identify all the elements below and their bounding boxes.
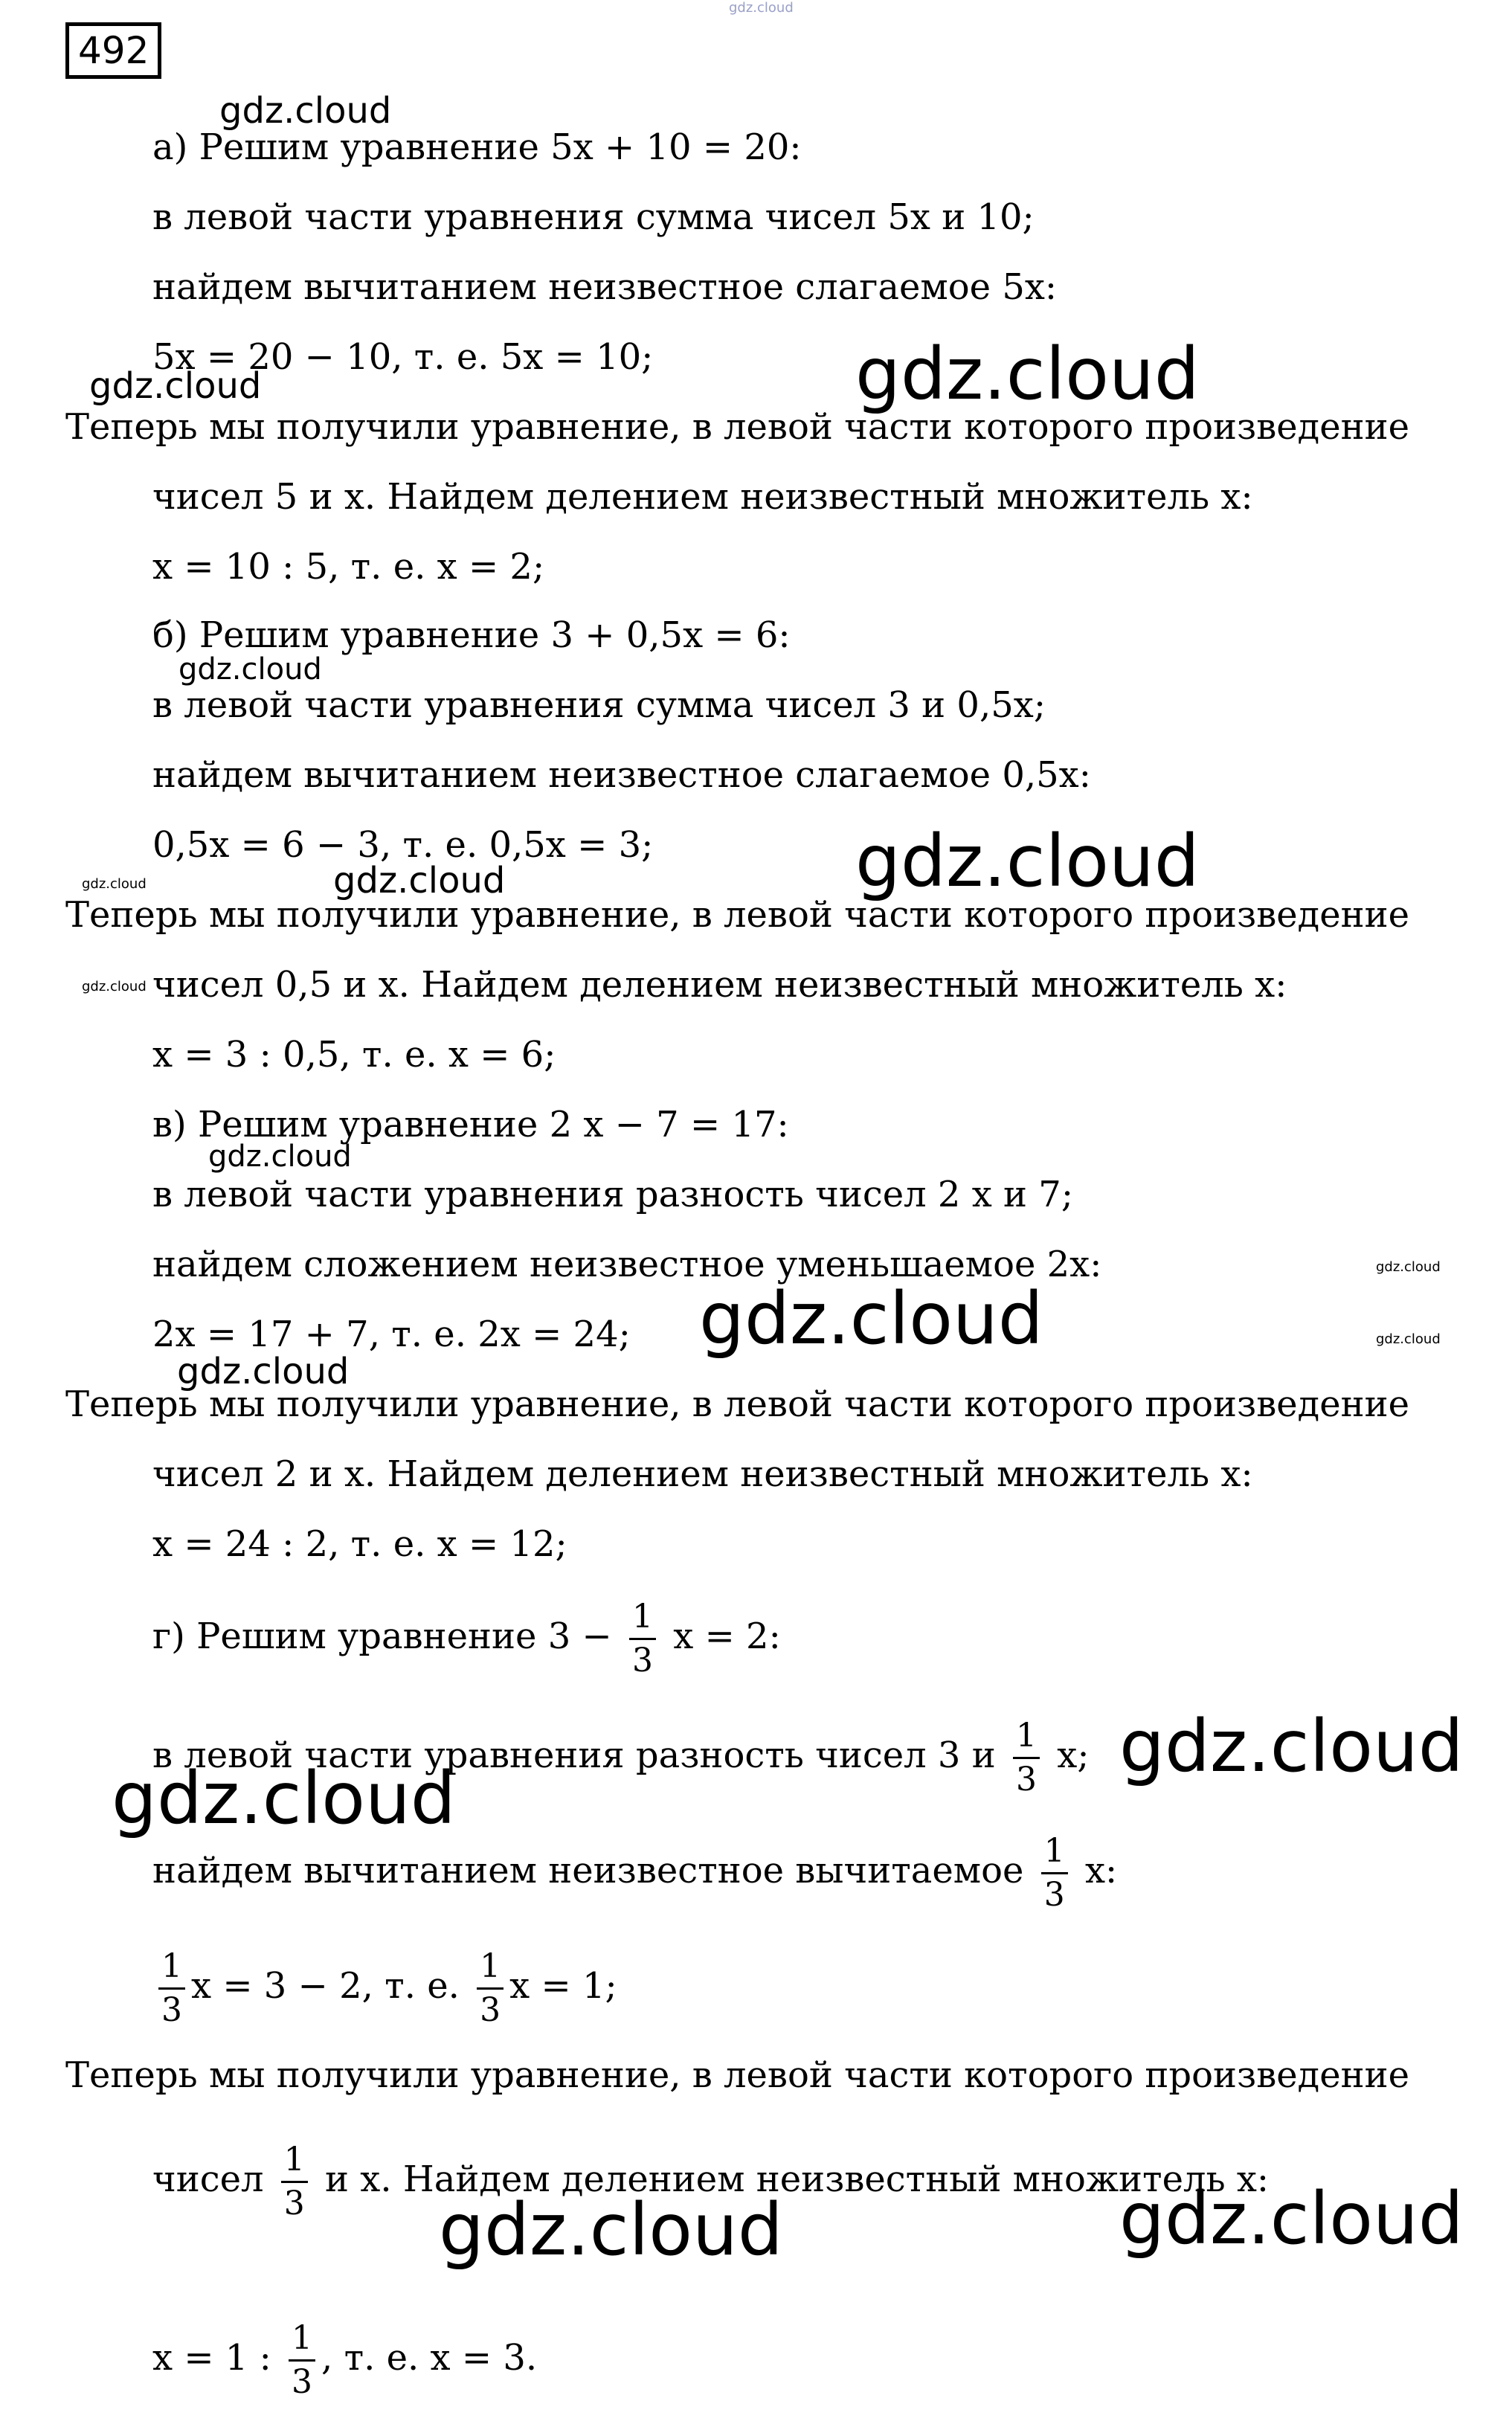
watermark: gdz.cloud (1119, 1705, 1464, 1788)
part-d-result: x = 1 : $\frac{1}{3}$ , т. е. x = 3. (152, 2319, 538, 2401)
part-c-line-2: в левой части уравнения разность чисел 2 x и 7; (152, 1174, 1074, 1215)
part-b-line-3: найдем вычитанием неизвестное слагаемое 0,5x: (152, 754, 1091, 796)
watermark: gdz.cloud (1119, 2177, 1464, 2260)
watermark: gdz.cloud (439, 2188, 783, 2272)
watermark: gdz.cloud (1376, 1331, 1441, 1347)
part-c-line-3: найдем сложением неизвестное уменьшаемое 2x: (152, 1244, 1102, 1285)
part-b-result: x = 3 : 0,5, т. е. x = 6; (152, 1034, 556, 1076)
part-d-heading-tail: x = 2: (673, 1616, 781, 1657)
part-b-line-4: 0,5x = 6 − 3, т. е. 0,5x = 3; (152, 824, 654, 866)
watermark: gdz.cloud (82, 979, 147, 994)
fraction-one-third: $\frac{1}{3}$ (289, 2321, 315, 2400)
part-a-line-4: 5x = 20 − 10, т. е. 5x = 10; (152, 336, 654, 378)
watermark: gdz.cloud (178, 652, 322, 687)
part-a-line-2: в левой части уравнения сумма чисел 5x и 10; (152, 196, 1035, 238)
fraction-one-third: $\frac{1}{3}$ (158, 1949, 185, 2028)
fraction-one-third: $\frac{1}{3}$ (629, 1599, 656, 1679)
part-d-line-5: Теперь мы получили уравнение, в левой части которого произведение (65, 2054, 1409, 2096)
watermark: gdz.cloud (219, 90, 392, 132)
watermark: gdz.cloud (855, 332, 1200, 416)
part-d-line-6: чисел $\frac{1}{3}$ и x. Найдем делением неизвестный множитель x: (152, 2141, 1270, 2222)
watermark: gdz.cloud (333, 860, 506, 901)
part-d-line-4: $\frac{1}{3}$ x = 3 − 2, т. е. $\frac{1}{3}$ x = 1; (152, 1949, 617, 2028)
part-c-line-6: чисел 2 и x. Найдем делением неизвестный множитель x: (152, 1453, 1253, 1495)
part-c-heading: в) Решим уравнение 2 x − 7 = 17: (152, 1104, 789, 1145)
fraction-one-third: $\frac{1}{3}$ (281, 2142, 308, 2222)
part-a-line-5: Теперь мы получили уравнение, в левой части которого произведение (65, 406, 1409, 448)
part-b-line-5: Теперь мы получили уравнение, в левой части которого произведение (65, 894, 1409, 936)
part-c-line-4: 2x = 17 + 7, т. е. 2x = 24; (152, 1314, 631, 1355)
part-a-line-3: найдем вычитанием неизвестное слагаемое 5x: (152, 266, 1058, 308)
watermark: gdz.cloud (89, 365, 262, 407)
part-b-heading: б) Решим уравнение 3 + 0,5x = 6: (152, 614, 791, 656)
fraction-one-third: $\frac{1}{3}$ (1013, 1718, 1040, 1798)
watermark: gdz.cloud (1376, 1259, 1441, 1275)
watermark: gdz.cloud (855, 820, 1200, 903)
watermark: gdz.cloud (208, 1139, 352, 1174)
problem-number-badge: 492 (65, 22, 161, 79)
part-c-line-5: Теперь мы получили уравнение, в левой части которого произведение (65, 1383, 1409, 1425)
part-d-heading-text: г) Решим уравнение 3 − (152, 1616, 612, 1657)
part-b-line-2: в левой части уравнения сумма чисел 3 и 0,5x; (152, 684, 1046, 726)
part-d-line-2: в левой части уравнения разность чисел 3 и $\frac{1}{3}$ x; (152, 1717, 1090, 1798)
part-a-heading: а) Решим уравнение 5x + 10 = 20: (152, 126, 802, 168)
fraction-one-third: $\frac{1}{3}$ (1041, 1833, 1068, 1913)
part-b-line-6: чисел 0,5 и x. Найдем делением неизвестный множитель x: (152, 964, 1287, 1006)
watermark: gdz.cloud (699, 1277, 1043, 1360)
watermark: gdz.cloud (82, 876, 147, 892)
part-d-heading (152, 1599, 781, 1679)
watermark: gdz.cloud (112, 1757, 456, 1840)
watermark: gdz.cloud (729, 0, 794, 16)
fraction-one-third: $\frac{1}{3}$ (477, 1949, 504, 2028)
part-d-line-3: найдем вычитанием неизвестное вычитаемое $\frac{1}{3}$ x: (152, 1832, 1118, 1914)
part-c-result: x = 24 : 2, т. е. x = 12; (152, 1523, 567, 1565)
part-a-result: x = 10 : 5, т. е. x = 2; (152, 546, 545, 588)
part-a-line-6: чисел 5 и x. Найдем делением неизвестный множитель x: (152, 476, 1253, 518)
watermark: gdz.cloud (177, 1351, 350, 1392)
